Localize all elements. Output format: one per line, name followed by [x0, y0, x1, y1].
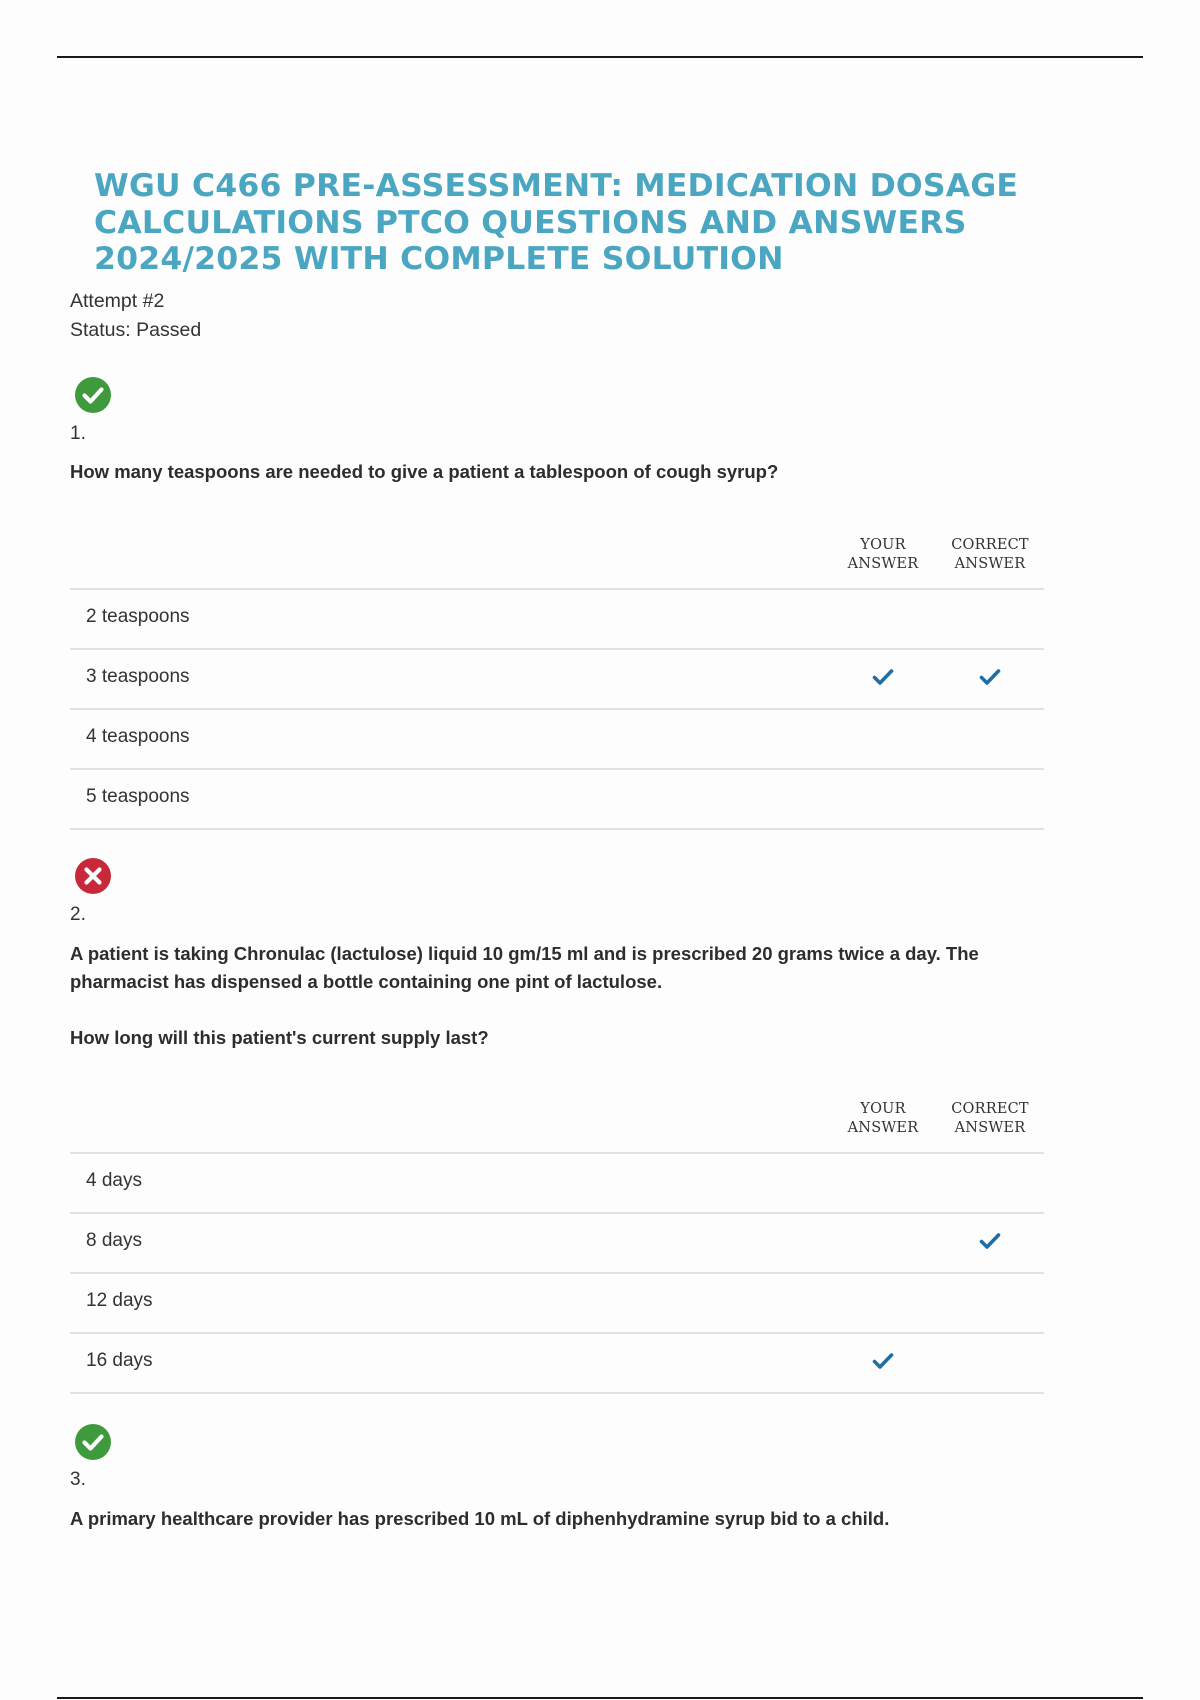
x-circle-icon — [74, 857, 112, 895]
option-label: 5 teaspoons — [86, 786, 190, 807]
top-rule — [57, 56, 1143, 58]
question-number: 3. — [70, 1469, 86, 1490]
option-label: 16 days — [86, 1350, 153, 1371]
title-line: 2024/2025 WITH COMPLETE SOLUTION — [94, 241, 784, 277]
title-line: WGU C466 PRE-ASSESSMENT: MEDICATION DOSAGE — [94, 168, 1019, 204]
option-label: 8 days — [86, 1230, 142, 1251]
answer-option-row — [70, 1274, 1044, 1334]
option-label: 12 days — [86, 1290, 153, 1311]
attempt-number: Attempt #2 — [70, 290, 165, 312]
answer-option-row — [70, 770, 1044, 830]
your-answer-check-icon — [872, 668, 894, 686]
correct-answer-check-icon — [979, 1232, 1001, 1250]
answer-option-row — [70, 1154, 1044, 1214]
your-answer-header: YOUR ANSWER — [847, 537, 919, 572]
answer-option-row — [70, 650, 1044, 710]
option-label: 4 days — [86, 1170, 142, 1191]
option-label: 3 teaspoons — [86, 666, 190, 687]
attempt-status: Status: Passed — [70, 319, 202, 341]
question-text: A primary healthcare provider has prescribed 10 mL of diphenhydramine syrup bid to a child. — [70, 1508, 890, 1529]
your-answer-check-icon — [872, 1352, 894, 1370]
question-text: How long will this patient's current supply last? — [70, 1027, 489, 1048]
option-label: 4 teaspoons — [86, 726, 190, 747]
question-number: 1. — [70, 423, 86, 444]
answer-option-row — [70, 1334, 1044, 1394]
question-number: 2. — [70, 904, 86, 925]
check-circle-icon — [74, 1423, 112, 1461]
question-text: How many teaspoons are needed to give a patient a tablespoon of cough syrup? — [70, 461, 779, 482]
your-answer-header: YOUR ANSWER — [847, 1101, 919, 1136]
correct-answer-header: CORRECT ANSWER — [951, 1101, 1029, 1136]
bottom-rule — [57, 1697, 1143, 1699]
correct-answer-check-icon — [979, 668, 1001, 686]
answer-option-row — [70, 710, 1044, 770]
question-text: A patient is taking Chronulac (lactulose) liquid 10 gm/15 ml and is prescribed 20 grams twice a day. The pharmacist has dispensed a bottle containing one pint of lactulose. — [70, 943, 979, 992]
title-line: CALCULATIONS PTCO QUESTIONS AND ANSWERS — [94, 204, 967, 241]
answer-table — [70, 512, 1044, 830]
answer-table — [70, 1076, 1044, 1394]
check-circle-icon — [74, 376, 112, 414]
table-header — [70, 512, 1044, 590]
answer-option-row — [70, 590, 1044, 650]
table-header — [70, 1076, 1044, 1154]
page-title — [94, 168, 1094, 278]
correct-answer-header: CORRECT ANSWER — [951, 537, 1029, 572]
option-label: 2 teaspoons — [86, 606, 190, 627]
answer-option-row — [70, 1214, 1044, 1274]
